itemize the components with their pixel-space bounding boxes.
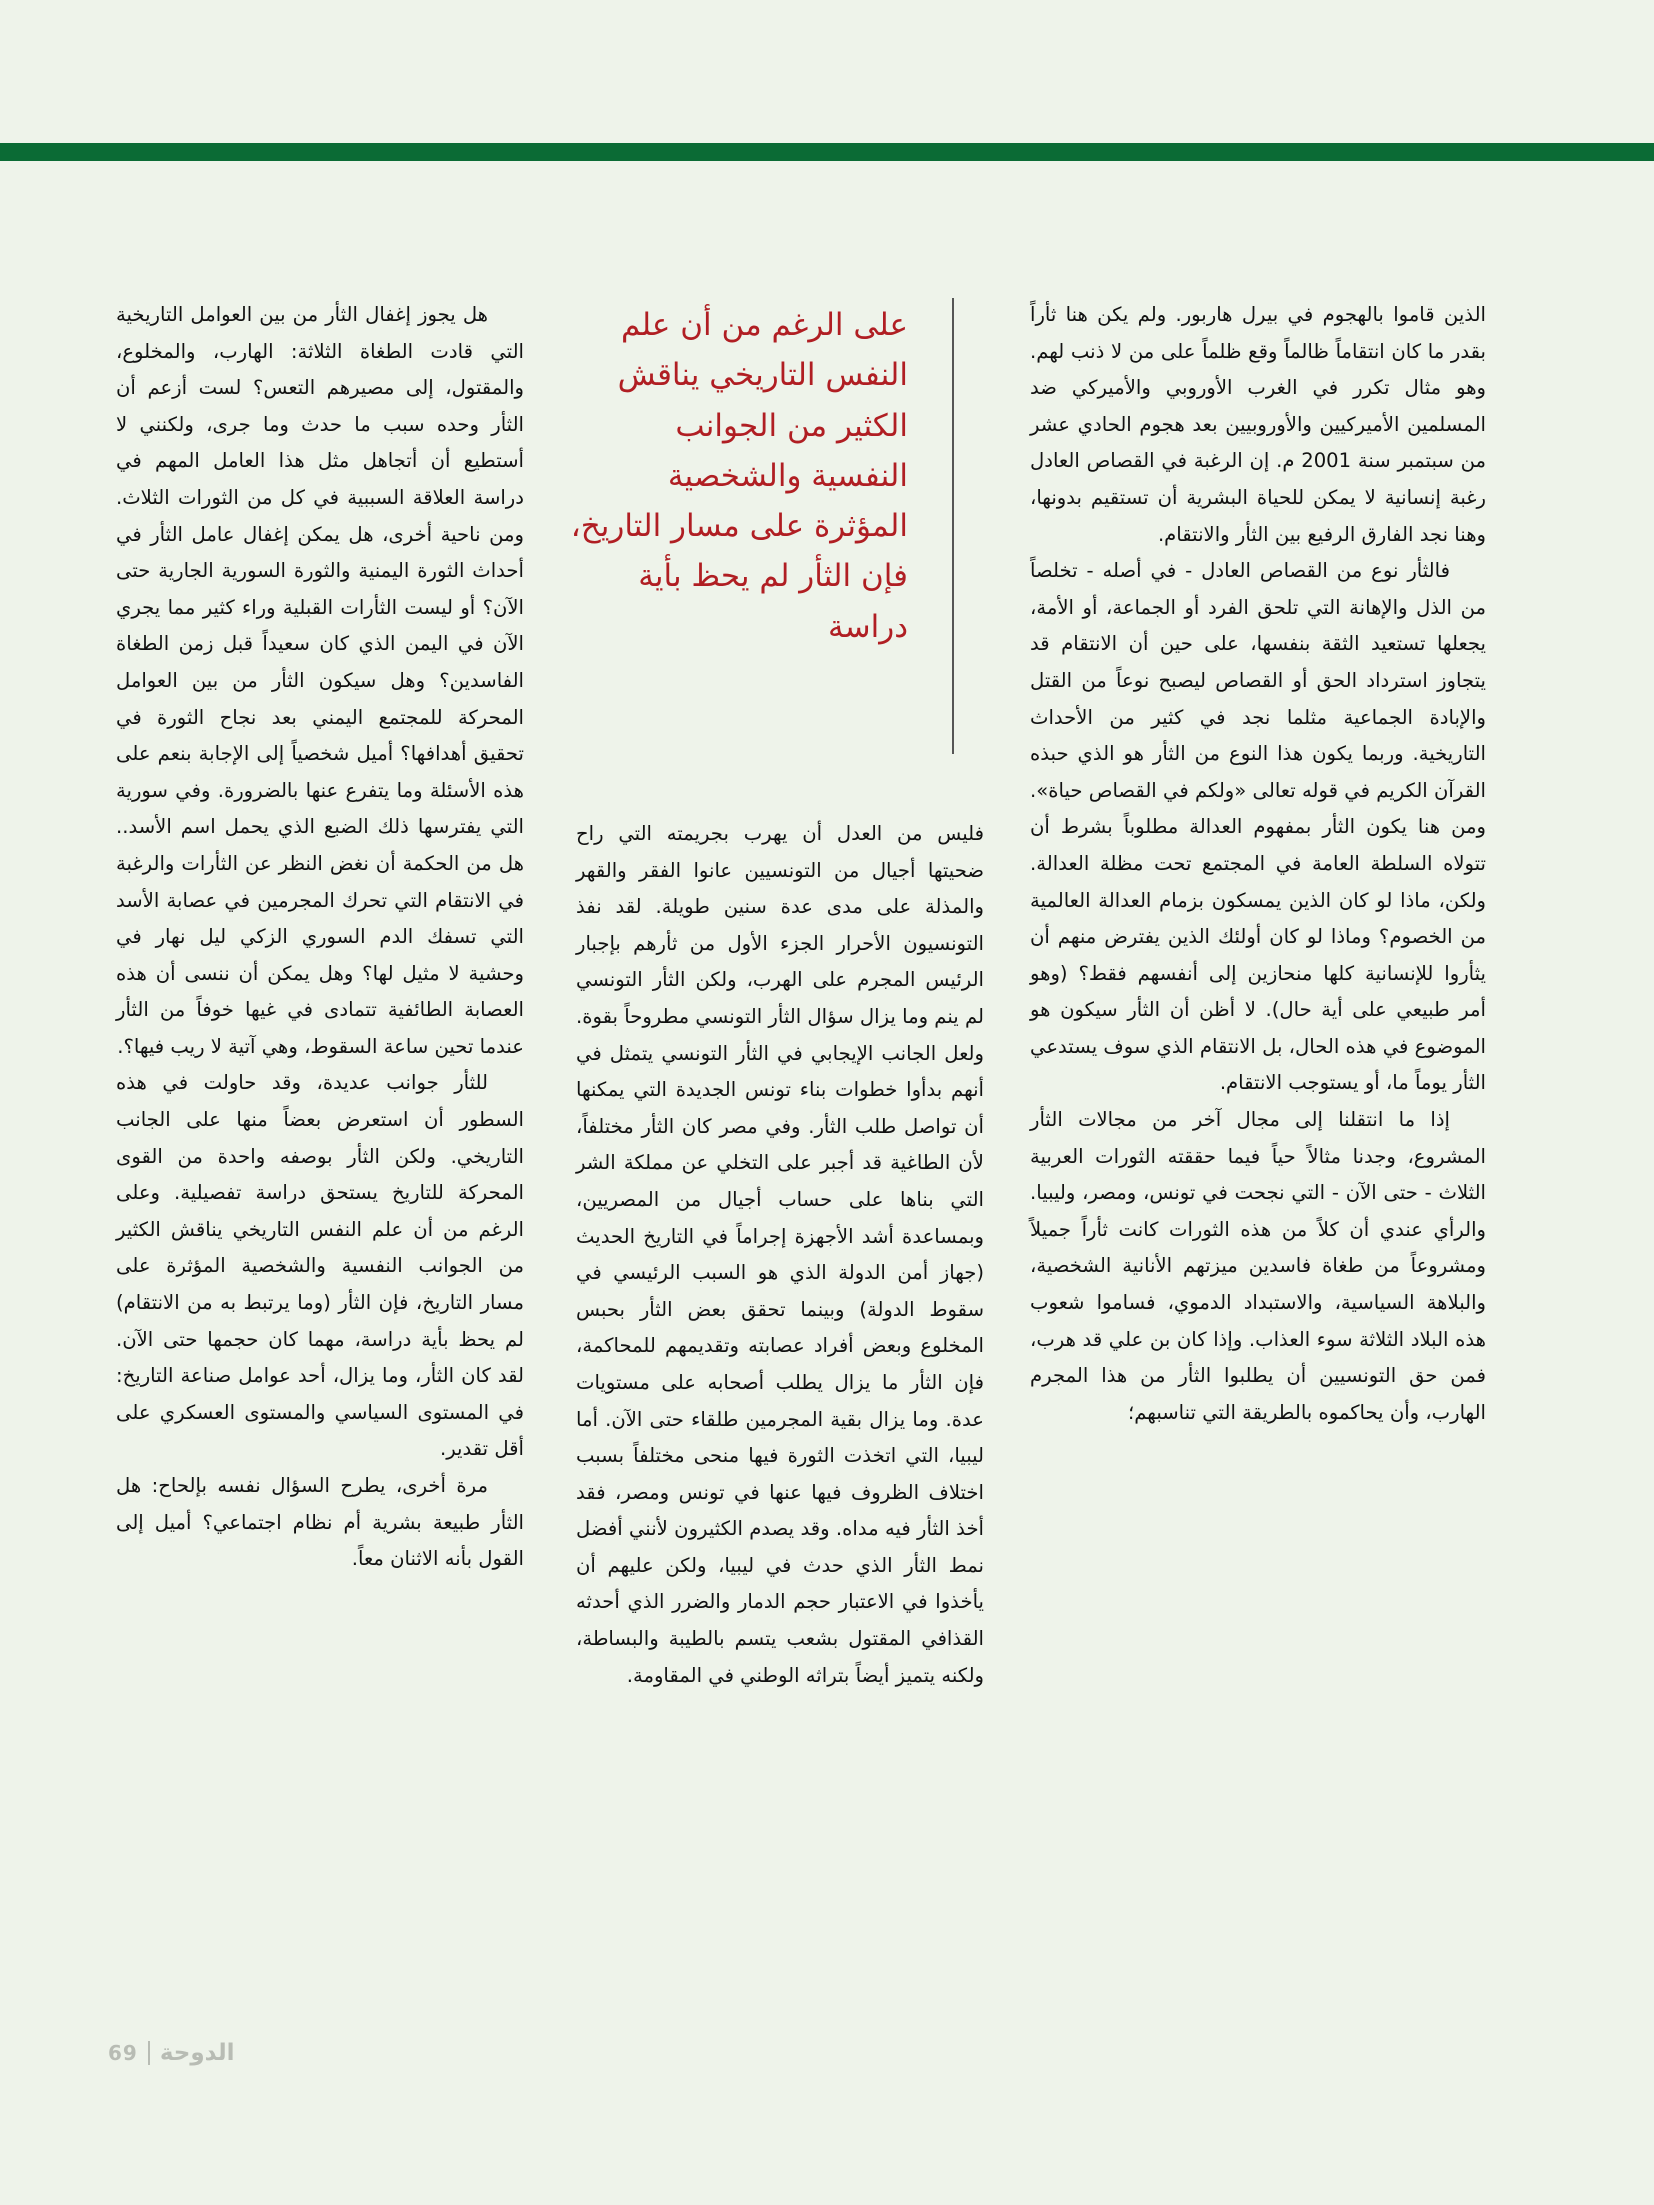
article-column-left bbox=[116, 297, 524, 1578]
magazine-logo: الدوحة bbox=[159, 2040, 235, 2066]
paragraph: للثأر جوانب عديدة، وقد حاولت في هذه السطور أن استعرض بعضاً منها على الجانب التاريخي. ولكن الثأر بوصفه واحدة من القوى المحركة للتاريخ يستحق دراسة تفصيلية. وعلى الرغم من أن علم النفس التاريخي يناقش الكثير من الجوانب النفسية والشخصية المؤثرة على مسار التاريخ، فإن الثأر (وما يرتبط به من الانتقام) لم يحظ بأية دراسة، مهما كان حجمها حتى الآن. لقد كان الثأر، وما يزال، أحد عوامل صناعة التاريخ: في المستوى السياسي والمستوى العسكري على أقل تقدير. bbox=[116, 1071, 524, 1461]
paragraph: الذين قاموا بالهجوم في بيرل هاربور. ولم يكن هنا ثأراً بقدر ما كان انتقاماً ظالماً وقع ظلماً على من لا ذنب لهم. وهو مثال تكرر في الغرب الأوروبي والأميركي ضد المسلمين الأميركيين والأوروبيين بعد هجوم الحادي عشر من سبتمبر سنة 2001 م. إن الرغبة في القصاص العادل رغبة إنسانية لا يمكن للحياة البشرية أن تستقيم بدونها، وهنا نجد الفارق الرفيع بين الثأر والانتقام. bbox=[1030, 303, 1486, 546]
article-column-right bbox=[1030, 297, 1486, 1431]
top-accent-bar bbox=[0, 143, 1654, 161]
article-column-middle bbox=[576, 816, 984, 1694]
paragraph: فليس من العدل أن يهرب بجريمته التي راح ضحيتها أجيال من التونسيين عانوا الفقر والقهر والمذلة على مدى عدة سنين طويلة. لقد نفذ التونسيون الأحرار الجزء الأول من ثأرهم بإجبار الرئيس المجرم على الهرب، ولكن الثأر التونسي لم ينم وما يزال سؤال الثأر التونسي مطروحاً بقوة. ولعل الجانب الإيجابي في الثأر التونسي يتمثل في أنهم بدأوا خطوات بناء تونس الجديدة التي يمكنها أن تواصل طلب الثأر. وفي مصر كان الثأر مختلفاً، لأن الطاغية قد أجبر على التخلي عن مملكة الشر التي بناها على حساب أجيال من المصريين، وبمساعدة أشد الأجهزة إجراماً في التاريخ الحديث (جهاز أمن الدولة الذي هو السبب الرئيسي في سقوط الدولة) وبينما تحقق بعض الثأر بحبس المخلوع وبعض أفراد عصابته وتقديمهم للمحاكمة، فإن الثأر ما يزال يطلب أصحابه على مستويات عدة. وما يزال بقية المجرمين طلقاء حتى الآن. أما ليبيا، التي اتخذت الثورة فيها منحى مختلفاً بسبب اختلاف الظروف فيها عنها في تونس ومصر، فقد أخذ الثأر فيه مداه. وقد يصدم الكثيرون لأنني أفضل نمط الثأر الذي حدث في ليبيا، ولكن عليهم أن يأخذوا في الاعتبار حجم الدمار والضرر الذي أحدثه القذافي المقتول بشعب يتسم بالطيبة والبساطة، ولكنه يتميز أيضاً بتراثه الوطني في المقاومة. bbox=[576, 822, 984, 1687]
pull-quote: على الرغم من أن علم النفس التاريخي يناقش الكثير من الجوانب النفسية والشخصية المؤثرة على مسار التاريخ، فإن الثأر لم يحظ بأية دراسة bbox=[570, 307, 908, 645]
paragraph: إذا ما انتقلنا إلى مجال آخر من مجالات الثأر المشروع، وجدنا مثالاً حياً فيما حققته الثورات العربية الثلاث - حتى الآن - التي نجحت في تونس، ومصر، وليبيا. والرأي عندي أن كلاً من هذه الثورات كانت ثأراً جميلاً ومشروعاً من طغاة فاسدين ميزتهم الأنانية الشخصية، والبلاهة السياسية، والاستبداد الدموي، فساموا شعوب هذه البلاد الثلاثة سوء العذاب. وإذا كان بن علي قد هرب، فمن حق التونسيين أن يطلبوا الثأر من هذا المجرم الهارب، وأن يحاكموه بالطريقة التي تناسبهم؛ bbox=[1030, 1108, 1486, 1424]
paragraph: هل يجوز إغفال الثأر من بين العوامل التاريخية التي قادت الطغاة الثلاثة: الهارب، والمخلوع، والمقتول، إلى مصيرهم التعس؟ لست أزعم أن الثأر وحده سبب ما حدث وما جرى، ولكنني لا أستطيع أن أتجاهل مثل هذا العامل المهم في دراسة العلاقة السببية في كل من الثورات الثلاث. ومن ناحية أخرى، هل يمكن إغفال عامل الثأر في أحداث الثورة اليمنية والثورة السورية الجارية حتى الآن؟ أو ليست الثأرات القبلية وراء كثير مما يجري الآن في اليمن الذي كان سعيداً قبل زمن الطغاة الفاسدين؟ وهل سيكون الثأر من بين العوامل المحركة للمجتمع اليمني بعد نجاح الثورة في تحقيق أهدافها؟ أميل شخصياً إلى الإجابة بنعم على هذه الأسئلة وما يتفرع عنها بالضرورة. وفي سورية التي يفترسها ذلك الضبع الذي يحمل اسم الأسد.. هل من الحكمة أن نغض النظر عن الثأرات والرغبة في الانتقام التي تحرك المجرمين في عصابة الأسد التي تسفك الدم السوري الزكي ليل نهار في وحشية لا مثيل لها؟ وهل يمكن أن ننسى أن هذه العصابة الطائفية تتمادى في غيها خوفاً من الثأر عندما تحين ساعة السقوط، وهي آتية لا ريب فيها؟. bbox=[116, 303, 524, 1058]
footer-separator bbox=[148, 2041, 150, 2065]
paragraph: فالثأر نوع من القصاص العادل - في أصله - تخلصاً من الذل والإهانة التي تلحق الفرد أو الجماعة، أو الأمة، يجعلها تستعيد الثقة بنفسها، على حين أن الانتقام قد يتجاوز استرداد الحق أو القصاص ليصبح نوعاً من القتل والإبادة الجماعية مثلما نجد في كثير من الأحداث التاريخية. وربما يكون هذا النوع من الثأر هو الذي حبذه القرآن الكريم في قوله تعالى «ولكم في القصاص حياة». ومن هنا يكون الثأر بمفهوم العدالة مطلوباً بشرط أن تتولاه السلطة العامة في المجتمع تحت مظلة العدالة. ولكن، ماذا لو كان الذين يمسكون بزمام العدالة العالمية من الخصوم؟ وماذا لو كان أولئك الذين يفترض منهم أن يثأروا للإنسانية كلها منحازين إلى أنفسهم فقط؟ (وهو أمر طبيعي على أية حال). لا أظن أن الثأر سيكون هو الموضوع في هذه الحال، بل الانتقام الذي سوف يستدعي الثأر يوماً ما، أو يستوجب الانتقام. bbox=[1030, 559, 1486, 1095]
pull-quote-divider bbox=[952, 298, 954, 754]
paragraph: مرة أخرى، يطرح السؤال نفسه بإلحاح: هل الثأر طبيعة بشرية أم نظام اجتماعي؟ أميل إلى القول بأنه الاثنان معاً. bbox=[116, 1474, 524, 1571]
page-number: 69 bbox=[108, 2041, 138, 2065]
page-footer bbox=[108, 2040, 234, 2066]
